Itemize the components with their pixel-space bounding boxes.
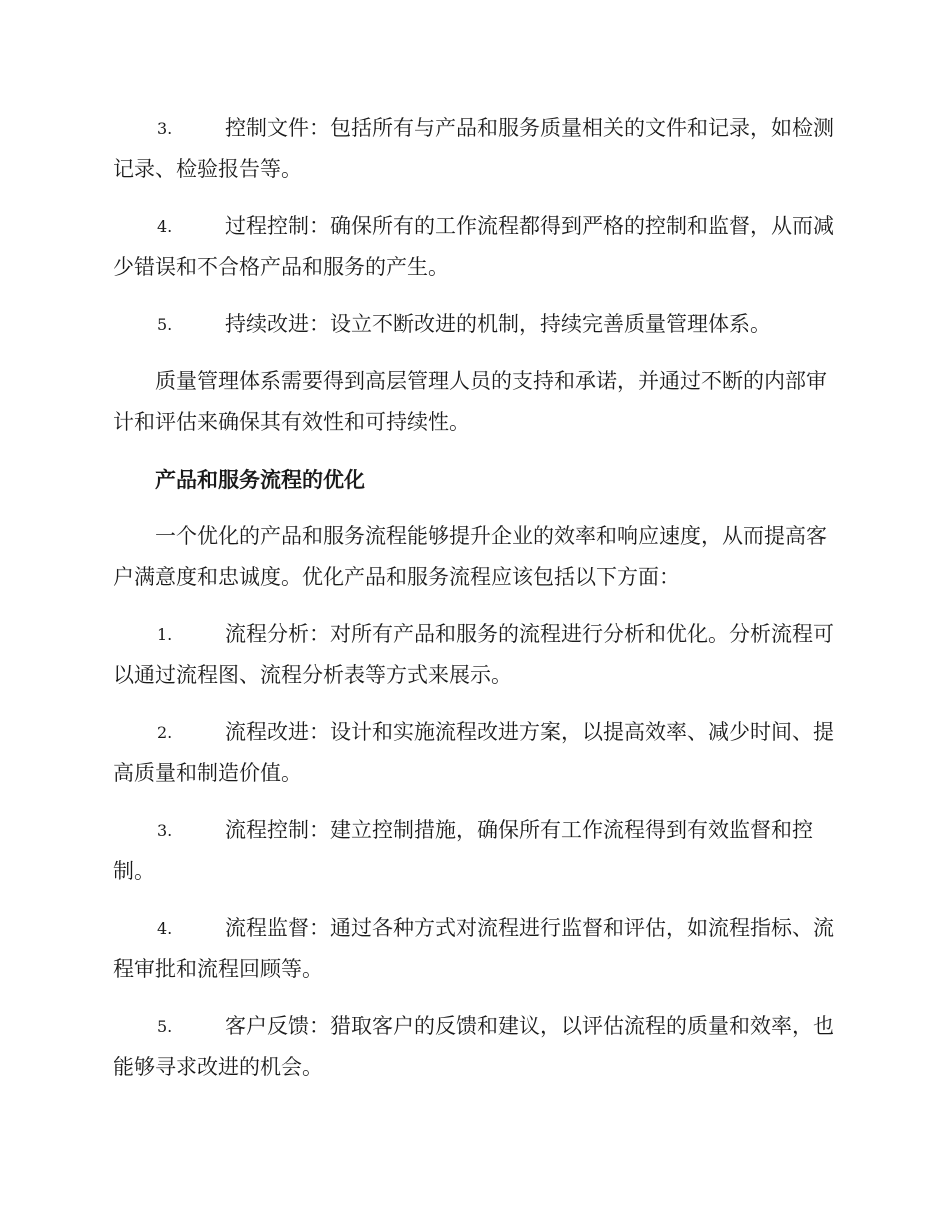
list-text: 流程分析：对所有产品和服务的流程进行分析和优化。分析流程可以通过流程图、流程分析表等方式来展示。 bbox=[113, 622, 834, 687]
closing-paragraph: 质量管理体系需要得到高层管理人员的支持和承诺，并通过不断的内部审计和评估来确保其有效性和可持续性。 bbox=[113, 369, 827, 434]
list-text: 控制文件：包括所有与产品和服务质量相关的文件和记录，如检测记录、检验报告等。 bbox=[113, 116, 834, 181]
list-item bbox=[113, 304, 835, 345]
intro-paragraph: 一个优化的产品和服务流程能够提升企业的效率和响应速度，从而提高客户满意度和忠诚度。优化产品和服务流程应该包括以下方面： bbox=[113, 524, 827, 589]
list-text: 客户反馈：猎取客户的反馈和建议，以评估流程的质量和效率，也能够寻求改进的机会。 bbox=[113, 1014, 834, 1079]
list-number: 2. bbox=[157, 723, 173, 742]
list-number: 4. bbox=[157, 919, 173, 938]
list-number: 3. bbox=[157, 821, 173, 840]
list-text: 过程控制：确保所有的工作流程都得到严格的控制和监督，从而减少错误和不合格产品和服务的产生。 bbox=[113, 214, 834, 279]
list-item bbox=[113, 712, 835, 794]
section-heading: 产品和服务流程的优化 bbox=[155, 467, 365, 492]
list-text: 流程监督：通过各种方式对流程进行监督和评估，如流程指标、流程审批和流程回顾等。 bbox=[113, 916, 834, 981]
list-item bbox=[113, 810, 835, 892]
list-number: 3. bbox=[157, 119, 173, 138]
list-item bbox=[113, 1006, 835, 1088]
list-number: 1. bbox=[157, 625, 173, 644]
list-item bbox=[113, 614, 835, 696]
list-item bbox=[113, 206, 835, 288]
list-number: 5. bbox=[157, 315, 173, 334]
document-page bbox=[113, 108, 835, 1104]
list-item bbox=[113, 908, 835, 990]
list-number: 5. bbox=[157, 1017, 173, 1036]
list-text: 持续改进：设立不断改进的机制，持续完善质量管理体系。 bbox=[225, 312, 771, 336]
list-item bbox=[113, 108, 835, 190]
list-text: 流程改进：设计和实施流程改进方案，以提高效率、减少时间、提高质量和制造价值。 bbox=[113, 720, 834, 785]
list-text: 流程控制：建立控制措施，确保所有工作流程得到有效监督和控制。 bbox=[113, 818, 813, 883]
list-number: 4. bbox=[157, 217, 173, 236]
